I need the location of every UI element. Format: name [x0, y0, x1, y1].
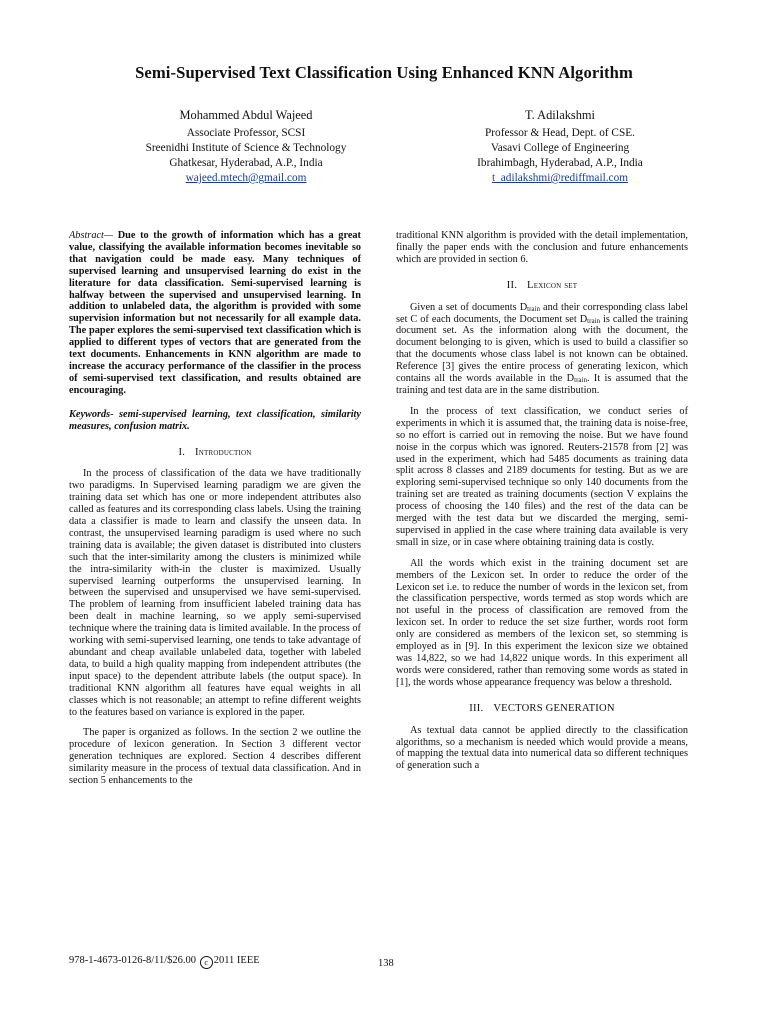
- author-email-link[interactable]: wajeed.mtech@gmail.com: [185, 172, 307, 184]
- abstract: [69, 230, 361, 397]
- author-institution: Sreenidhi Institute of Science & Technology: [145, 142, 347, 154]
- keywords: Keywords- semi-supervised learning, text classification, similarity measures, confusion matrix.: [69, 408, 361, 432]
- section-title: Introduction: [195, 446, 252, 458]
- text-run: is called the training document set. As the information along with the document, the document belonging to is given, which is used to build a classifier so that the documents whose class label is not known can be obtained. Reference [3] gives the entire process of generating lexicon, which contains all the words available in the D: [396, 313, 688, 385]
- author-location: Ibrahimbagh, Hyderabad, A.P., India: [477, 157, 643, 169]
- left-column: [69, 230, 361, 796]
- copyright-icon: c: [200, 956, 213, 969]
- lexicon-paragraph: In the process of text classification, we conduct series of experiments in which it is assumed that, the training data is noise-free, so no effort is carried out in removing the noise. But we have found noise in the corpus which was ignored. Reuters-21578 from [2] was used in the experiment, which had 5485 documents as training data split across 8 classes and 2189 documents for testing. But as we are exploring semi-supervised technique so only 140 documents from the training set are treated as training documents (section V explains the process of choosing the 140 files) and the rest of the data can be merged with the test data but we discarded the merging, semi-supervised in applied in the case where training data available is very small in size, or in case where obtaining training data is costly.: [396, 405, 688, 548]
- section-heading-lexicon-set: [396, 280, 688, 292]
- footer-isbn: [69, 955, 260, 969]
- author-position: Associate Professor, SCSI: [186, 127, 306, 139]
- intro-paragraph: The paper is organized as follows. In the section 2 we outline the procedure of lexicon generation. In Section 3 different vector generation techniques are explored. Section 4 describes different similarity measure in the process of textual data classification. And in section 5 enhancements to the: [69, 727, 361, 787]
- intro-paragraph: In the process of classification of the data we have traditionally two paradigms. In Supervised learning paradigm we are given the training data set which has one or more independent attributes also called as features and its corresponding class labels. Using the training data a classifier is made to learn and classify the unseen data. In contrast, the unsupervised learning paradigm is used where no such training data is available; the given dataset is distributed into clusters such that the inter-similarity among the clusters is minimized while the intra-similarity with-in the cluster is maximized. Usually supervised learning outperforms the unsupervised learning. In between the supervised and unsupervised we have semi-supervised. The problem of learning from insufficient labeled training data has been dealt in machine learning, so we apply semi-supervised technique where the training data is limited available. In the process of working with semi-supervised learning, one tends to take advantage of abundant and cheap available unlabeled data, together with labeled data, to build a high quality mapping from independent attributes (the input space) to the dependent attribute labels (the output space). In traditional KNN algorithm all features have equal weights in all classes which is not reasonable; an attempt to refine different weights to the features based on variance is explored in the paper.: [69, 468, 361, 718]
- section-title: Lexicon set: [527, 279, 578, 291]
- intro-continuation-paragraph: traditional KNN algorithm is provided with the detail implementation, finally the paper ends with the conclusion and future enhancements which are provided in section 6.: [396, 230, 688, 265]
- text-run: and their corresponding class label set C of each documents, the Document set D: [396, 301, 689, 325]
- author-name: Mohammed Abdul Wajeed: [179, 108, 313, 122]
- right-column: [396, 230, 688, 781]
- subscript-train: train: [587, 316, 600, 325]
- author-institution: Vasavi College of Engineering: [490, 142, 630, 154]
- page-number: 138: [378, 958, 394, 969]
- text-run: Given a set of documents D: [410, 301, 528, 313]
- section-number: I.: [178, 446, 186, 458]
- abstract-label: Abstract—: [69, 230, 114, 241]
- text-run: . It is assumed that the training and test data are in the same distribution.: [396, 373, 689, 396]
- section-number: III.: [469, 702, 484, 714]
- lexicon-paragraph: [396, 302, 688, 397]
- subscript-train: train: [527, 304, 540, 313]
- subscript-train: train: [574, 376, 587, 385]
- author-email-link[interactable]: t_adilakshmi@rediffmail.com: [492, 172, 628, 184]
- isbn-text: 978-1-4673-0126-8/11/$26.00: [69, 955, 199, 966]
- author-block-1: [110, 108, 382, 186]
- section-heading-introduction: [69, 447, 361, 459]
- section-heading-vectors-generation: [396, 703, 688, 715]
- author-name: T. Adilakshmi: [525, 108, 595, 122]
- author-position: Professor & Head, Dept. of CSE.: [485, 127, 635, 139]
- author-location: Ghatkesar, Hyderabad, A.P., India: [169, 157, 323, 169]
- paper-title: Semi-Supervised Text Classification Using Enhanced KNN Algorithm: [135, 63, 633, 82]
- author-block-2: [420, 108, 700, 186]
- lexicon-paragraph: All the words which exist in the training document set are members of the Lexicon set. In order to reduce the order of the Lexicon set i.e. to reduce the number of words in the lexicon set, from the classification perspective, words termed as stop words which are not useful in the process of classification are removed from the lexicon set. In order to reduce the set size further, words root form only are considered as members of the lexicon set, so stemming is employed as in [9]. In this experiment the lexicon size we obtained was 14,822, so we had 14,822 unique words. In this experiment all words were considered, rather than removing some words as stated in [1], the words whose appearance frequency was below a threshold.: [396, 557, 688, 688]
- vectors-paragraph: As textual data cannot be applied directly to the classification algorithms, so a mechanism is needed which would provide a means, of mapping the textual data into numerical data so different techniques of generation such a: [396, 724, 688, 772]
- copyright-year: 2011 IEEE: [213, 955, 260, 966]
- section-number: II.: [506, 279, 518, 291]
- section-title: VECTORS GENERATION: [493, 702, 615, 714]
- abstract-text: Due to the growth of information which has a great value, classifying the available information becomes inevitable so that navigation could be made easy. Many techniques of supervised learning and unsupervised learning do exist in the literature for data classification. Semi-supervised learning is halfway between the supervised and unsupervised learning. In addition to unlabeled data, the algorithm is provided with some supervision information but not necessarily for all example data. The paper explores the semi-supervised text classification which is applied to different types of vectors that are generated from the text documents. Enhancements in KNN algorithm are made to increase the accuracy performance of the classifier in the process of semi-supervised text classification, and results obtained are encouraging.: [69, 230, 361, 396]
